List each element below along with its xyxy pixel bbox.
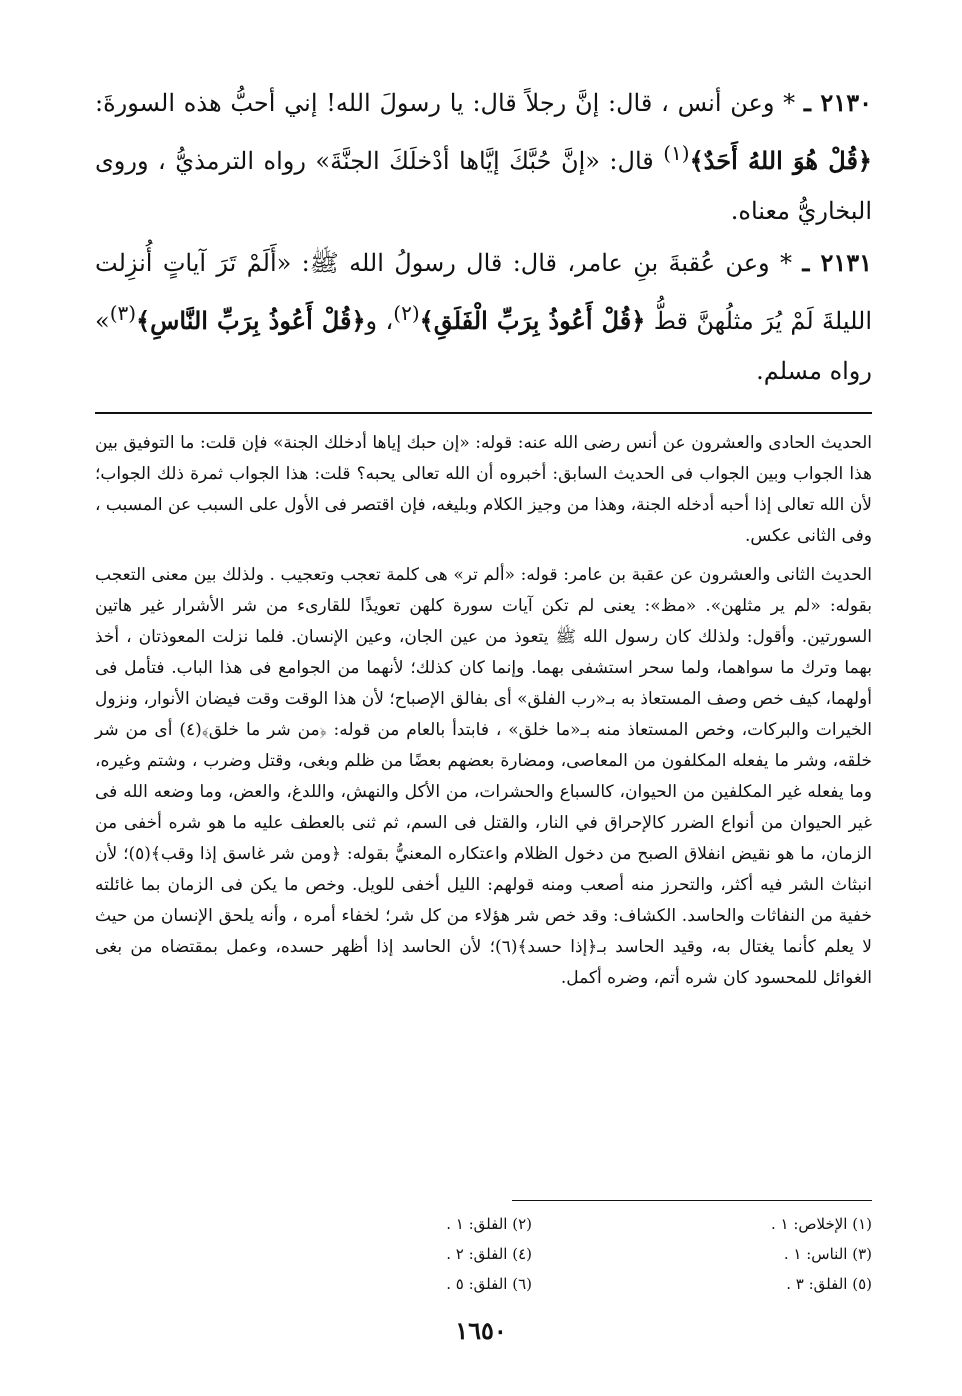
footnote-ref: (٢) [393,301,420,325]
hadith-text-end: قال: «إنَّ حُبَّكَ إيَّاها أدْخلَكَ الجنَّةَ» رواه الترمذيُّ ، وروى البخاريُّ معناه. [95,147,872,225]
footnote: (٢) الفلق: ١ . [446,1215,532,1233]
hadith-number: ٢١٣٠ ـ [803,88,872,117]
quran-quote: ﴿قُلْ أَعُوذُ بِرَبِّ الْفَلَقِ﴾ [419,306,646,335]
footnote: (٦) الفلق: ٥ . [446,1275,532,1293]
quran-quote: ﴿قُلْ هُوَ اللهُ أَحَدٌ﴾ [689,146,872,175]
commentary-paragraph: الحديث الثانى والعشرون عن عقبة بن عامر: قوله: «ألم تر» هى كلمة تعجب وتعجيب . ولذلك بين معنى التعجب بقوله: «لم ير مثلهن». «مظ»: يعنى لم تكن آيات سورة كلهن تعويذًا للقارىء من شر الأشرار غير هاتين السورتين. وأقول: ولذلك كان رسول الله ﷺ يتعوذ من عين الجان، وعين الإنسان. فلما نزلت المعوذتان ، أخذ بهما وترك ما سواهما، ولما سحر استشفى بهما. وإنما كان كذلك؛ لأنهما من الجوامع فى هذا الباب. فتأمل فى أولهما، كيف خص وصف المستعاذ به بـ«رب الفلق» أى بفالق الإصباح؛ لأن هذا الوقت وقت فيضان الأنوار، ونزول الخيرات والبركات، وخص المستعاذ منه بـ«ما خلق» ، فابتدأ بالعام من قوله: ﴿من شر ما خلق﴾(٤) أى من شر خلقه، وشر ما يفعله المكلفون من المعاصى، ومضارة بعضهم بعضًا من ظلم وبغى، وقتل وضرب ، وشتم وغيره، وما يفعله غير المكلفين من الحيوان، كالسباع والحشرات، من الأكل والنهش، واللدغ، والعض، وما وضعه الله فى غير الحيوان من أنواع الضرر كالإحراق في النار، والقتل فى السم، ثم ثنى بالعطف عليه ما هو شره أخفى من الزمان، ما هو نقيض انفلاق الصبح من دخول الظلام واعتكاره المعنيُّ بقوله: ﴿ومن شر غاسق إذا وقب﴾(٥)؛ لأن انبثاث الشر فيه أكثر، والتحرز منه أصعب ومنه قولهم: الليل أخفى للويل. وخص ما يكن فى الزمان بما غائلته خفية من النفاثات والحاسد. الكشاف: وقد خص شر هؤلاء من كل شر؛ لخفاء أمره ، وأنه يلحق الإنسان من حيث لا يعلم كأنما يغتال به، وقيد الحاسد بـ﴿إذا حسد﴾(٦)؛ لأن الحاسد إذا أظهر حسده، وعمل بمقتضاه من بغى الغوائل للمحسود كان شره أتم، وضره أكمل. [95,565,873,988]
page-number: ١٦٥٠ [455,1316,507,1345]
footnote: (١) الإخلاص: ١ . [770,1215,872,1233]
quran-quote: ﴿قُلْ أَعُوذُ بِرَبِّ النَّاسِ﴾ [136,306,366,335]
commentary-paragraph: الحديث الحادى والعشرون عن أنس رضى الله عنه: قوله: «إن حبك إياها أدخلك الجنة» فإن قلت: ما التوفيق بين هذا الجواب وبين الجواب فى الحديث السابق: أخبروه أن الله تعالى يحبه؟ قلت: هذا الجواب ثمرة ذلك الجواب؛ لأن الله تعالى إذا أحبه أدخله الجنة، وهذا من وجيز الكلام وبليغه، فإن اقتصر فى الأول على السبب عن المسبب ، وفى الثانى عكس. [95,433,872,546]
footnotes [95,1200,872,1297]
hadith-text: * وعن أنس ، قال: إنَّ رجلاً قال: يا رسولَ الله! إني أحبُّ هذه السورةَ: [95,89,796,117]
hadith-text: * وعن عُقبةَ بنِ عامر، قال: قال رسولُ الله ﷺ: «أَلَمْ تَرَ آياتٍ أُنزِلت الليلةَ لَمْ يُرَ مثلُهنَّ قطُّ [95,249,873,335]
footnote: (٤) الفلق: ٢ . [446,1245,532,1263]
section-divider [95,412,872,414]
footnote: (٥) الفلق: ٣ . [786,1275,872,1293]
footnote-list [95,1211,872,1297]
footnote-divider [512,1200,872,1201]
footnote-ref: (١) [663,141,690,165]
hadith-number: ٢١٣١ ـ [802,248,872,277]
hadith-2130 [95,78,872,236]
hadith-2131 [95,238,872,396]
footnote-ref: (٣) [109,301,137,325]
hadith-text-end: » رواه مسلم. [95,307,872,385]
footnote: (٣) الناس: ١ . [783,1245,872,1263]
hadith-text-mid: ، و [365,307,394,335]
